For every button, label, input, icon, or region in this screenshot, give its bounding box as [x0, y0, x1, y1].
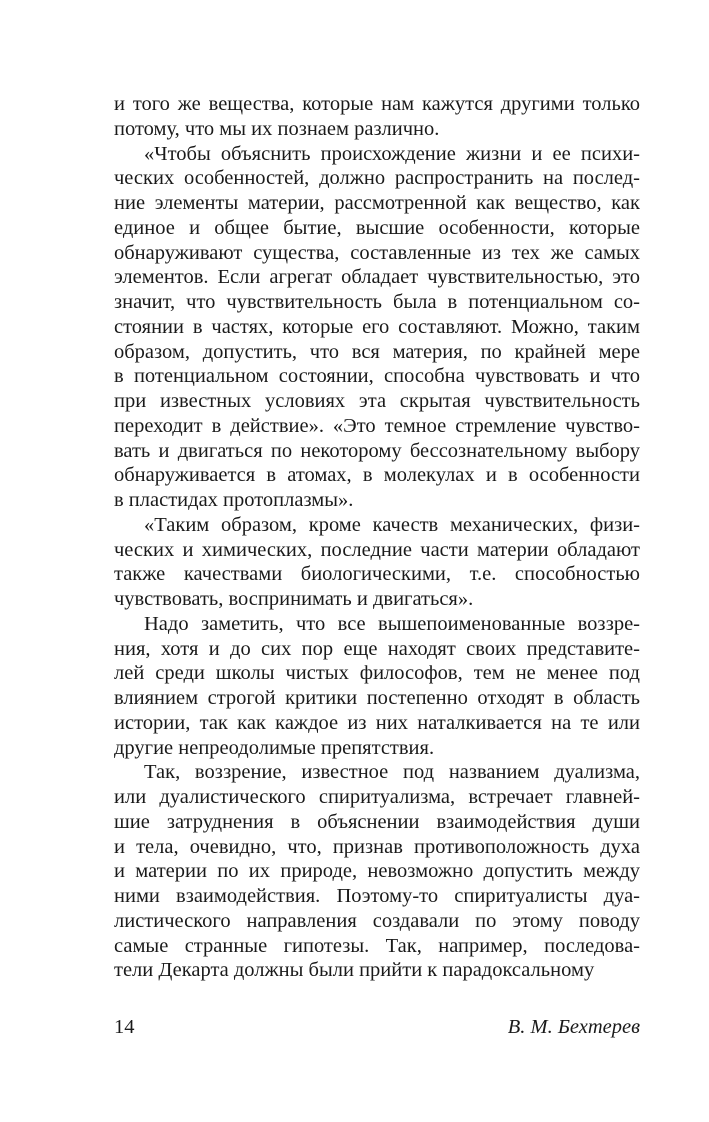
text-line: ния, хотя и до сих пор еще находят своих представите-	[114, 637, 640, 660]
text-line: «Таким образом, кроме качеств механических, физи-	[144, 513, 640, 536]
text-line: тели Декарта должны были прийти к парадоксальному	[114, 959, 595, 982]
text-line: «Чтобы объяснить происхождение жизни и ее психи-	[144, 142, 640, 165]
text-line: потому, что мы их познаем различно.	[114, 117, 440, 140]
text-line: и того же вещества, которые нам кажутся другими только	[114, 93, 640, 115]
text-line: ческих особенностей, должно распространить на послед-	[114, 167, 640, 190]
text-line: при известных условиях эта скрытая чувствительность	[114, 390, 640, 412]
text-line: обнаруживают существа, составленные из тех же самых	[114, 241, 640, 264]
text-line: ние элементы материи, рассмотренной как вещество, как	[114, 192, 640, 214]
text-line: чувствовать, воспринимать и двигаться».	[114, 588, 474, 610]
text-line: элементов. Если агрегат обладает чувствительностью, это	[114, 266, 640, 289]
text-line: другие непреодолимые препятствия.	[114, 736, 435, 759]
paragraph	[114, 612, 640, 761]
body-text	[114, 92, 640, 983]
text-line: образом, допустить, что вся материя, по крайней мере	[114, 340, 640, 363]
text-line: единое и общее бытие, высшие особенности, которые	[114, 216, 640, 239]
paragraph	[114, 513, 640, 612]
text-line: вать и двигаться по некоторому бессознательному выбору	[114, 439, 640, 462]
text-line: Надо заметить, что все вышепоименованные воззре-	[144, 612, 640, 635]
text-line: лей среди школы чистых философов, тем не менее под	[114, 662, 640, 685]
paragraph	[114, 92, 640, 142]
text-line: ческих и химических, последние части материи обладают	[114, 538, 640, 561]
page-footer	[114, 1016, 640, 1044]
text-line: стоянии в частях, которые его составляют. Можно, таким	[114, 315, 640, 338]
paragraph	[114, 142, 640, 513]
text-line: ними взаимодействия. Поэтому-то спиритуалисты дуа-	[114, 885, 640, 907]
text-line: обнаруживается в атомах, в молекулах и в особенности	[114, 464, 640, 487]
text-line: Так, воззрение, известное под названием дуализма,	[144, 761, 640, 784]
text-line: или дуалистического спиритуализма, встречает главней-	[114, 786, 640, 808]
text-line: значит, что чувствительность была в потенциальном со-	[114, 291, 640, 313]
page-number: 14	[114, 1016, 135, 1038]
text-line: и тела, очевидно, что, признав противоположность духа	[114, 835, 640, 858]
text-line: листического направления создавали по этому поводу	[114, 909, 640, 932]
text-line: в потенциальном состоянии, способна чувствовать и что	[114, 365, 640, 388]
running-author: В. М. Бехтерев	[507, 1016, 640, 1038]
paragraph	[114, 760, 640, 983]
text-line: и материи по их природе, невозможно допустить между	[114, 860, 640, 883]
text-line: переходит в действие». «Это темное стремление чувство-	[114, 414, 640, 437]
text-line: в пластидах протоплазмы».	[114, 489, 354, 511]
text-line: шие затруднения в объяснении взаимодействия души	[114, 810, 640, 833]
text-line: истории, так как каждое из них наталкивается на те или	[114, 711, 640, 734]
text-line: также качествами биологическими, т.е. способностью	[114, 563, 640, 586]
text-line: влиянием строгой критики постепенно отходят в область	[114, 687, 640, 709]
text-line: самые странные гипотезы. Так, например, последова-	[114, 934, 640, 957]
